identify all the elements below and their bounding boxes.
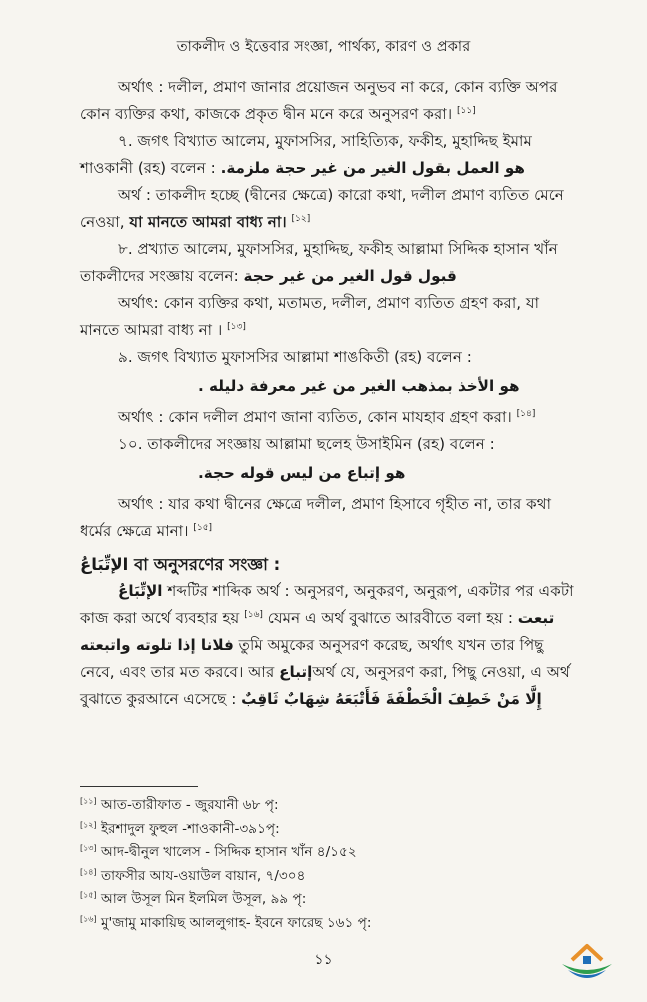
paragraph-1 <box>80 74 580 128</box>
arabic-example: تبعت فلانا إذا تلوته واتبعته <box>80 609 555 654</box>
quran-verse: إِلَّا مَنْ خَطِفَ الْخَطْفَةَ فَأَتْبَعَهُ شِهَابٌ ثَاقِبٌ <box>241 690 542 708</box>
footnote-item <box>80 865 580 889</box>
footnote-ref[interactable]: [১১] <box>456 105 476 116</box>
paragraph-text: শব্দটির শাব্দিক অর্থ : অনুসরণ, অনুকরণ, অনুরূপ, একটার পর একটা কাজ করা অর্থে ব্যবহার হয় <box>80 582 574 627</box>
footnote-ref[interactable]: [১৪] <box>516 408 536 419</box>
section-heading <box>80 551 580 578</box>
paragraph-text: অর্থাৎ: কোন ব্যক্তির কথা, মতামত, দলীল, প্রমাণ ব্যতিত গ্রহণ করা, যা মানতে আমরা বাধ্য না । <box>80 294 540 339</box>
paragraph-text: অর্থাৎ : কোন দলীল প্রমাণ জানা ব্যতিত, কোন মাযহাব গ্রহণ করা। <box>118 408 512 426</box>
paragraph-8 <box>80 431 580 458</box>
footnote-number: [১২] <box>80 819 97 829</box>
arabic-quote: هو العمل بقول الغير من غير حجة ملزمة. <box>220 159 525 177</box>
footnote-text: আদ-দ্বীনুল খালেস - সিদ্দিক হাসান খাঁন ৪/১৫২ <box>100 844 357 860</box>
footnote-text: আল উসূল মিন ইলমিল উসূল, ৯৯ পৃ: <box>100 891 307 907</box>
arabic-term: الإتِّبَاعُ <box>118 582 163 600</box>
paragraph-6 <box>80 344 580 371</box>
footnote-ref[interactable]: [১২] <box>291 213 311 224</box>
paragraph-2 <box>80 128 580 182</box>
footnote-number: [১৫] <box>80 890 97 900</box>
paragraph-text: তুমি অমুকের অনুসরণ করেছ, অর্থাৎ যখন তার পিছু নেবে, এবং তার মত করবে। আর <box>80 636 544 681</box>
paragraph-3 <box>80 182 580 236</box>
footnote-ref[interactable]: [১৫] <box>193 522 213 533</box>
paragraph-4 <box>80 236 580 290</box>
main-text <box>80 74 580 713</box>
arabic-word: إتباع <box>279 663 313 681</box>
paragraph-text: অর্থাৎ : যার কথা দ্বীনের ক্ষেত্রে দলীল, প্রমাণ হিসাবে গৃহীত না, তার কথা ধর্মের ক্ষেত্রে মানা। <box>80 495 551 540</box>
arabic-quote: هو الأخذ بمذهب الغير من غير معرفة دليله . <box>198 377 520 395</box>
paragraph-text: অর্থ : তাকলীদ হচ্ছে (দ্বীনের ক্ষেত্রে) কারো কথা, দলীল প্রমাণ ব্যতিত মেনে নেওয়া, <box>80 186 564 231</box>
footnote-ref[interactable]: [১৩] <box>227 321 246 332</box>
arabic-quote-line <box>80 373 580 400</box>
publisher-logo-icon <box>558 940 616 984</box>
running-header: তাকলীদ ও ইত্তেবার সংজ্ঞা, পার্থক্য, কারণ ও প্রকার <box>176 39 471 55</box>
arabic-quote: هو إتباع من ليس قوله حجة. <box>198 464 406 482</box>
section-heading-text: বা অনুসরণের সংজ্ঞা : <box>134 555 281 574</box>
footnote-text: তাফসীর আয-ওয়াউল বায়ান, ৭/৩০৪ <box>100 867 306 884</box>
footnote-item <box>80 818 580 842</box>
paragraph-text: ১০. তাকলীদের সংজ্ঞায় আল্লামা ছলেহ উসাইমিন (রহ) বলেন : <box>118 435 495 453</box>
footnote-number: [১৬] <box>80 913 97 923</box>
paragraph-5 <box>80 290 580 344</box>
paragraph-text: যেমন এ অর্থ বুঝাতে আরবীতে বলা হয় : <box>267 609 513 627</box>
footnote-item <box>80 912 580 936</box>
footnote-item <box>80 841 580 865</box>
footnote-number: [১৩] <box>80 843 97 853</box>
footnote-text: আত-তারীফাত - জুরযানী ৬৮ পৃ: <box>100 797 279 813</box>
footnote-ref[interactable]: [১৬] <box>244 609 263 620</box>
paragraph-7 <box>80 404 580 431</box>
footnote-item <box>80 888 580 912</box>
footnote-divider <box>80 786 198 787</box>
paragraph-10 <box>80 578 580 713</box>
footnote-text: ইরশাদুল ফুহুল -শাওকানী-৩৯১পৃ: <box>100 820 280 837</box>
paragraph-text: ৯. জগৎ বিখ্যাত মুফাসসির আল্লামা শাঙকিতী (রহ) বলেন : <box>118 348 472 366</box>
footnotes <box>80 794 580 935</box>
arabic-term: الإتِّبَاعُ <box>80 555 129 574</box>
paragraph-emphasis: যা মানতে আমরা বাধ্য না। <box>129 213 287 231</box>
footnote-text: মু'জামু মাকায়িছ আললুগাহ- ইবনে ফারেছ ১৬১ পৃ: <box>100 914 372 931</box>
footnote-item <box>80 794 580 818</box>
page-number: ১১ <box>314 952 333 968</box>
arabic-quote-line <box>80 460 580 487</box>
paragraph-9 <box>80 491 580 545</box>
footnote-number: [১৪] <box>80 866 97 876</box>
footnote-number: [১১] <box>80 796 97 806</box>
paragraph-text: অর্থাৎ : দলীল, প্রমাণ জানার প্রয়োজন অনুভব না করে, কোন ব্যক্তি অপর কোন ব্যক্তির কথা, কাজকে প্রকৃত দ্বীন মনে করে অনুসরণ করা। <box>80 78 558 123</box>
paragraph-text: ৭. জগৎ বিখ্যাত আলেম, মুফাসসির, সাহিত্যিক, ফকীহ, মুহাদ্দিছ ইমাম শাওকানী (রহ) বলেন : <box>80 132 532 177</box>
arabic-quote: قبول قول الغير من غير حجة <box>243 267 457 285</box>
paragraph-text: অর্থ যে, অনুসরণ করা, পিছু নেওয়া, এ অর্থ বুঝাতে কুরআনে এসেছে : <box>80 663 570 708</box>
paragraph-text: ৮. প্রখ্যাত আলেম, মুফাসসির, মুহাদ্দিছ, ফকীহ আল্লামা সিদ্দিক হাসান খাঁন তাকলীদের সংজ্ঞায় বলেন: <box>80 240 558 285</box>
